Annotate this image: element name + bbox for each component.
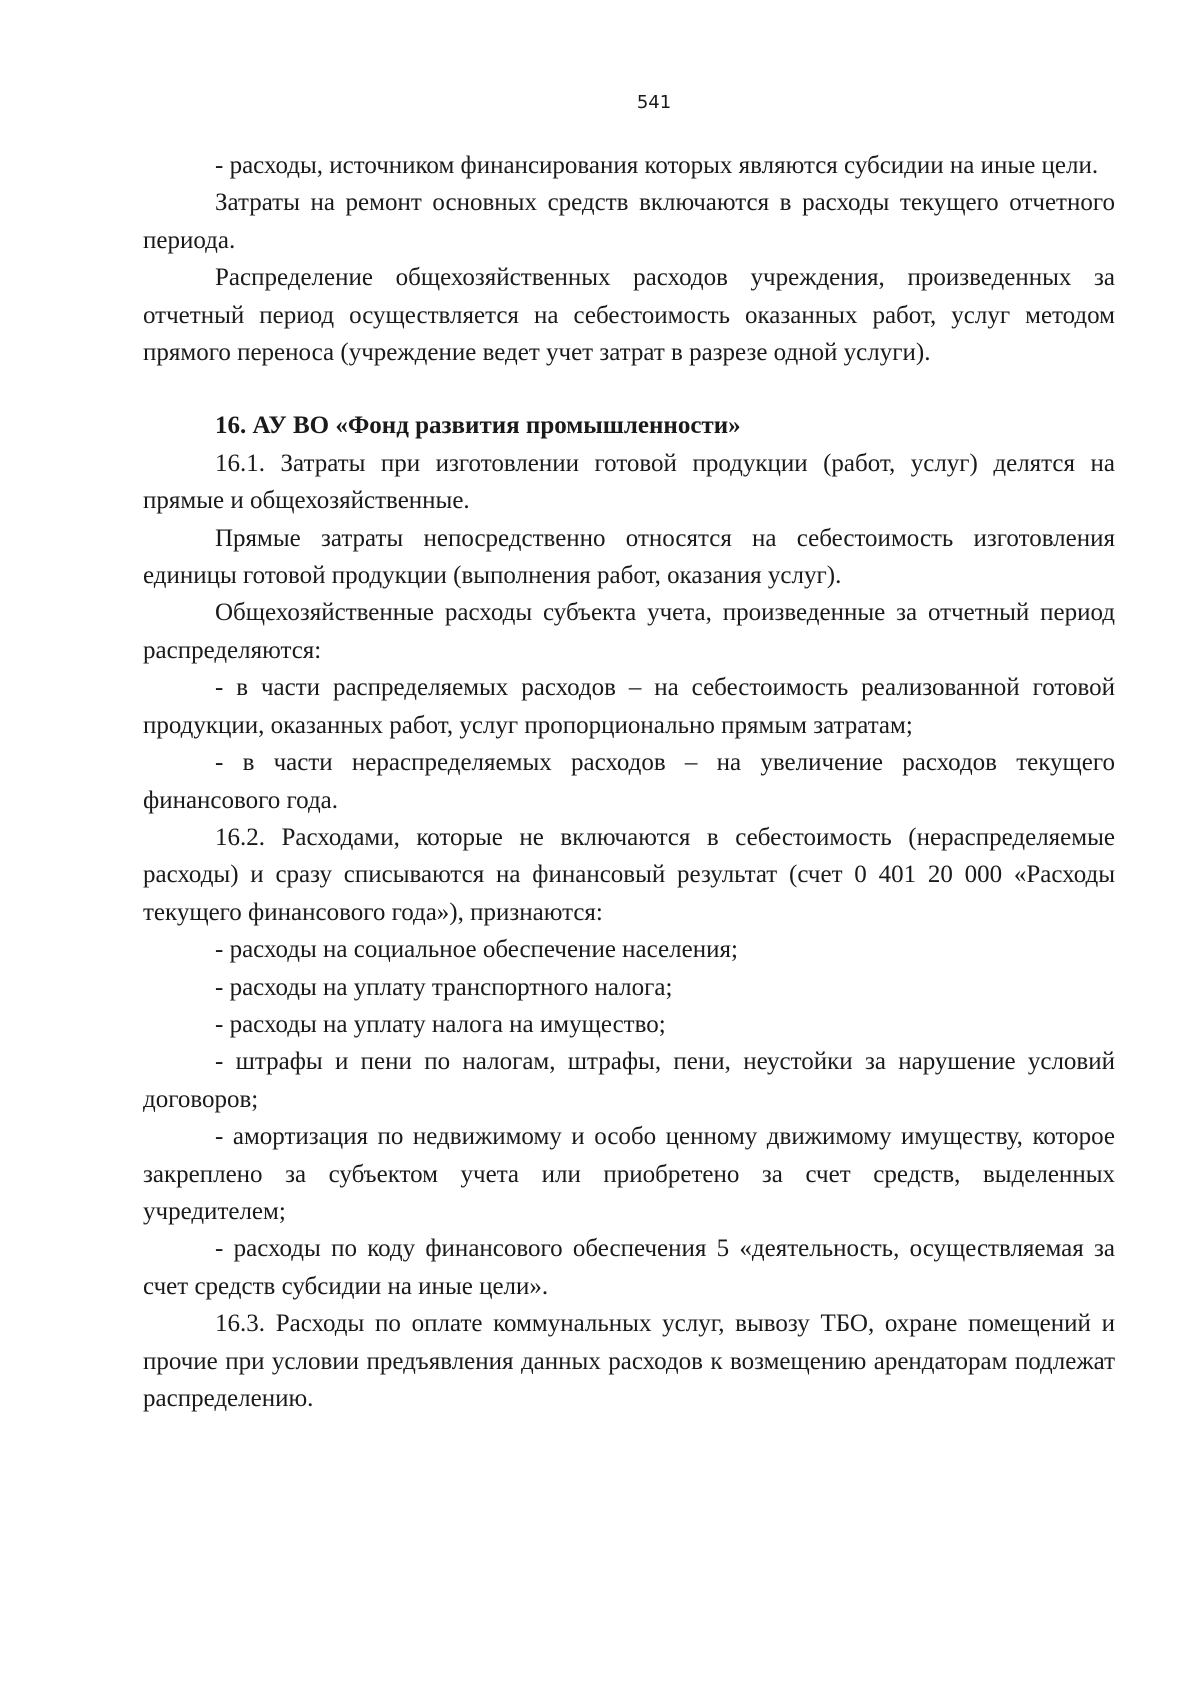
- paragraph: Общехозяйственные расходы субъекта учета, произведенные за отчетный период распределяются:: [143, 599, 1115, 664]
- paragraph: Затраты на ремонт основных средств включаются в расходы текущего отчетного периода.: [143, 189, 1115, 254]
- list-item: - расходы на уплату транспортного налога;: [215, 973, 673, 1001]
- page-number: 541: [636, 92, 672, 113]
- paragraph: 16.2. Расходами, которые не включаются в себестоимость (нераспределяемые расходы) и сразу списываются на финансовый результат (счет 0 401 20 000 «Расходы текущего финансового года»), признаются:: [143, 823, 1115, 926]
- list-item: - расходы на уплату налога на имущество;: [215, 1010, 666, 1038]
- list-item: - расходы на социальное обеспечение населения;: [215, 936, 738, 964]
- list-item: - расходы по коду финансового обеспечения 5 «деятельность, осуществляемая за счет средств субсидии на иные цели».: [143, 1235, 1115, 1300]
- paragraph: 16.1. Затраты при изготовлении готовой продукции (работ, услуг) делятся на прямые и общехозяйственные.: [143, 449, 1115, 515]
- paragraph: 16.3. Расходы по оплате коммунальных услуг, вывозу ТБО, охране помещений и прочие при условии предъявления данных расходов к возмещению арендаторам подлежат распределению.: [143, 1310, 1115, 1412]
- paragraph: Распределение общехозяйственных расходов учреждения, произведенных за отчетный период осуществляется на себестоимость оказанных работ, услуг методом прямого переноса (учреждение ведет учет затрат в разрезе одной услуги).: [143, 264, 1115, 367]
- list-item: - амортизация по недвижимому и особо ценному движимому имуществу, которое закреплено за субъектом учета или приобретено за счет средств, выделенных учредителем;: [143, 1123, 1115, 1225]
- document-page: [143, 92, 1115, 1417]
- paragraph: - расходы, источником финансирования которых являются субсидии на иные цели.: [215, 152, 1099, 179]
- paragraph: Прямые затраты непосредственно относятся на себестоимость изготовления единицы готовой продукции (выполнения работ, оказания услуг).: [143, 524, 1115, 590]
- list-item: - в части нераспределяемых расходов – на увеличение расходов текущего финансового года.: [143, 749, 1115, 814]
- list-item: - в части распределяемых расходов – на себестоимость реализованной готовой продукции, оказанных работ, услуг пропорционально прямым затратам;: [143, 674, 1115, 739]
- section-heading: 16. АУ ВО «Фонд развития промышленности»: [215, 412, 741, 440]
- list-item: - штрафы и пени по налогам, штрафы, пени, неустойки за нарушение условий договоров;: [143, 1048, 1115, 1113]
